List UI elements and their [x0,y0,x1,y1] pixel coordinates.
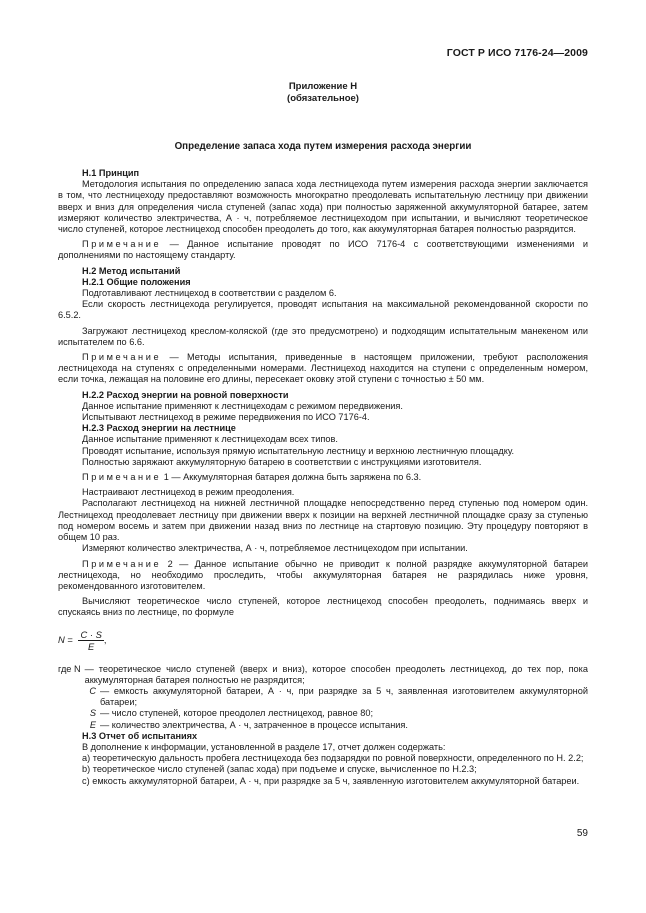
document-body [58,168,588,787]
legend-text: — количество электричества, А · ч, затраченное в процессе испытания. [100,719,408,730]
paragraph: Данное испытание применяют к лестницеходам с режимом передвижения. [82,400,403,411]
note-label: Примечание [82,558,162,569]
paragraph: Полностью заряжают аккумуляторную батарею в соответствии с инструкциями изготовителя. [82,456,482,467]
note [58,352,588,386]
appendix-heading [0,81,646,105]
note [58,239,588,261]
note-text: — Данное испытание проводят по ИСО 7176-4 с соответствующими изменениями и дополнениями по настоящему стандарту. [58,239,588,261]
paragraph: Испытывают лестницеход в режиме передвижения по ИСО 7176-4. [82,412,370,423]
paragraph: В дополнение к информации, установленной в разделе 17, отчет должен содержать: [82,741,446,752]
subsection-heading-h21: Н.2.1 Общие положения [82,276,191,287]
note [58,559,588,593]
legend-text: — теоретическое число ступеней (вверх и вниз), которое способен преодолеть лестницеход, до тех пор, пока аккумуляторная батарея полностью не разрядится; [84,663,588,685]
list-item: а) теоретическую дальность пробега лестницехода без подзарядки по ровной поверхности, определенного по Н. 2.2; [82,753,584,764]
paragraph: Измеряют количество электричества, А · ч, потребляемое лестницеходом при испытании. [82,543,468,554]
section-heading-h3: Н.3 Отчет об испытаниях [82,730,198,741]
formula-lhs: N [58,633,65,645]
paragraph: Подготавливают лестницеход в соответствии с разделом 6. [82,288,337,299]
paragraph: Вычисляют теоретическое число ступеней, которое лестницеход способен преодолеть, поднимаясь вверх и спускаясь вниз по лестнице, по формуле [58,596,588,618]
formula-legend-row [58,664,588,686]
appendix-status: (обязательное) [287,93,359,104]
subsection-heading-h23: Н.2.3 Расход энергии на лестнице [82,423,236,434]
paragraph: Настраивают лестницеход в режим преодоления. [82,487,295,498]
note-label: Примечание [82,352,162,363]
formula-numerator: C · S [80,628,102,640]
paragraph: Располагают лестницеход на нижней лестничной площадке непосредственно перед ступенью под номером один. Лестницеход преодолевает лестницу при движении вверх к позиции на верхней лестничной площадке сразу за ступенью под номером восемь и затем при движении назад вниз по лестнице на стартовую позицию. Эту процедуру повторяют в общем 10 раз. [58,498,588,543]
subsection-heading-h22: Н.2.2 Расход энергии на ровной поверхности [82,389,289,400]
formula-denominator: E [88,640,95,652]
page-number: 59 [576,828,588,839]
legend-symbol: C [89,685,96,696]
formula-equals: = [67,633,73,645]
note-text: — Методы испытания, приведенные в настоящем приложении, требуют расположения лестницехода на ступенях с определенными номерами. Лестницеход находится на ступени с определенным номером, если точка, лежащая на половине его длины, пересекает оковку этой ступени с точностью ± 50 мм. [58,352,588,385]
paragraph: Проводят испытание, используя прямую испытательную лестницу и верхнюю лестничную площадку. [82,445,515,456]
section-heading-h1: Н.1 Принцип [82,168,140,178]
standard-code: ГОСТ Р ИСО 7176-24—2009 [446,47,588,59]
paragraph: Методология испытания по определению запаса хода лестницехода путем измерения расхода энергии заключается в том, что лестницеходу предоставляют возможность многократно преодолевать испытательную лестницу при движении вверх и вниз для определения числа ступеней (запас хода) при полностью заряженной аккумуляторной батарее, затем измеряют количество электричества, А · ч, потребляемое лестницеходом при испытании, и вычисляют теоретическое число ступеней, которое лестницеход способен преодолеть до того, как аккумуляторная батарея полностью разрядится. [58,179,588,235]
legend-symbol: E [89,719,96,730]
list-item: c) емкость аккумуляторной батареи, А · ч, при разрядке за 5 ч, заявленную изготовителем аккумуляторной батареи. [82,775,580,786]
legend-symbol: где N [58,663,81,674]
note-label: Примечание [82,472,162,483]
legend-text: — емкость аккумуляторной батареи, А · ч, при разрядке за 5 ч, заявленная изготовителем аккумуляторной батареи; [100,685,588,708]
formula-legend-row [58,708,588,719]
formula-legend-row [58,720,588,731]
legend-text: — число ступеней, которое преодолел лестницеход, равное 80; [100,708,374,719]
list-item: b) теоретическое число ступеней (запас хода) при подъеме и спуске, вычисленное по Н.2.3; [82,764,477,775]
page-title: Определение запаса хода путем измерения расхода энергии [174,141,472,152]
paragraph: Данное испытание применяют к лестницеходам всех типов. [82,434,338,445]
note-label: Примечание [82,239,162,250]
section-heading-h2: Н.2 Метод испытаний [82,265,181,276]
note-text: 2 — Данное испытание обычно не приводит к полной разрядке аккумуляторной батареи лестницехода, но необходимо проследить, чтобы аккумуляторная батарея не разрядилась ниже уровня, рекомендованного изготовителем. [58,558,588,591]
paragraph: Если скорость лестницехода регулируется, проводят испытания на максимальной рекомендованной скорости по 6.5.2. [58,299,588,321]
formula-legend-row [58,686,588,708]
formula-tail: , [103,633,107,645]
paragraph: Загружают лестницеход креслом-коляской (где это предусмотрено) и подходящим испытательным манекеном или испытателем по 6.6. [58,325,588,347]
formula [58,629,588,652]
legend-symbol: S [89,708,96,719]
note-text: 1 — Аккумуляторная батарея должна быть заряжена по 6.3. [161,472,422,483]
note [58,472,588,483]
appendix-title: Приложение Н [288,81,358,92]
formula-fraction [78,629,103,652]
